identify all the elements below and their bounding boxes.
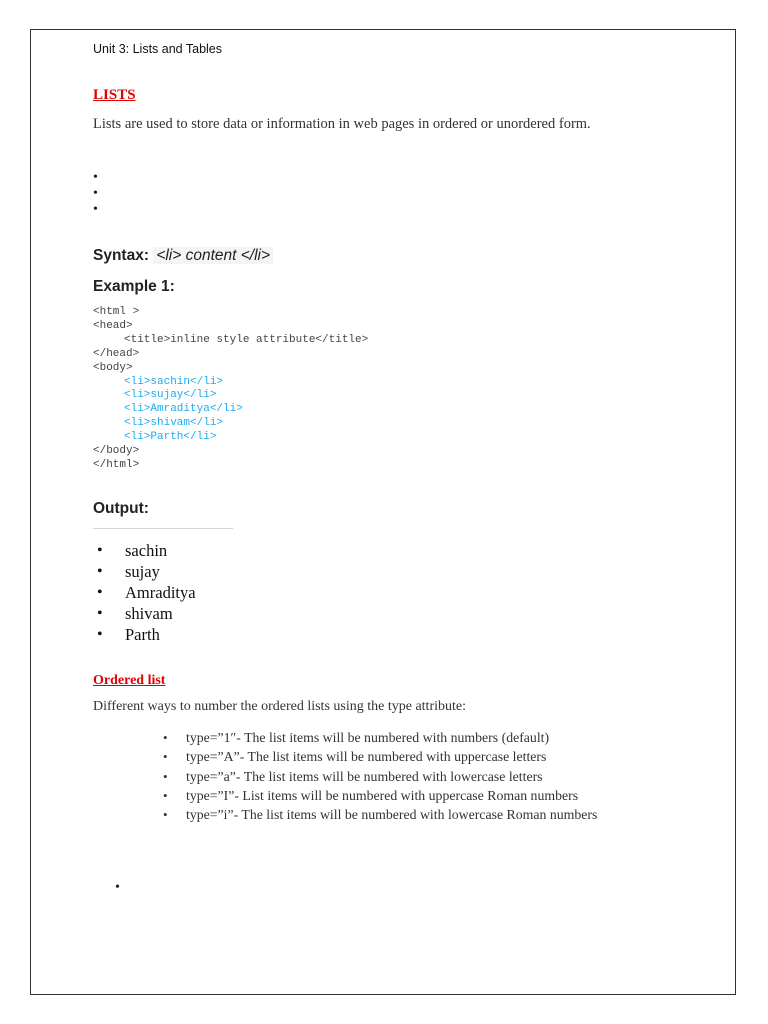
- syntax-label: Syntax:: [93, 247, 149, 264]
- code-line: </head>: [93, 347, 140, 360]
- output-heading: Output:: [93, 500, 149, 517]
- syntax-code: <li> content </li>: [153, 247, 273, 264]
- code-line: <li>sachin</li>: [124, 375, 224, 388]
- type-attribute-item: • type=”a”- The list items will be numbered with lowercase letters: [163, 767, 597, 786]
- document-header: Unit 3: Lists and Tables: [93, 42, 223, 56]
- output-list-item: • sujay: [93, 561, 196, 582]
- type-attribute-item: • type=”1″- The list items will be numbered with numbers (default): [163, 728, 597, 747]
- type-attribute-list: [163, 728, 597, 824]
- output-list: [93, 540, 196, 645]
- output-list-item: • sachin: [93, 540, 196, 561]
- code-line: <title>inline style attribute</title>: [124, 333, 369, 346]
- code-line: <li>sujay</li>: [124, 389, 217, 402]
- code-line: <li>shivam</li>: [124, 417, 224, 430]
- syntax-line: [93, 247, 273, 265]
- ordered-list-intro: Different ways to number the ordered lists using the type attribute:: [93, 699, 466, 714]
- output-list-item: • Parth: [93, 624, 196, 645]
- type-attribute-item: • type=”I”- List items will be numbered with uppercase Roman numbers: [163, 786, 597, 805]
- trailing-bullet: •: [115, 880, 120, 895]
- lists-intro-paragraph: Lists are used to store data or information in web pages in ordered or unordered form.: [93, 116, 591, 132]
- code-line: <head>: [93, 319, 133, 332]
- output-divider: [93, 528, 233, 529]
- code-line: </body>: [93, 445, 140, 458]
- code-line: <li>Amraditya</li>: [124, 403, 243, 416]
- type-attribute-item: • type=”i”- The list items will be numbered with lowercase Roman numbers: [163, 805, 597, 824]
- lists-heading: LISTS: [93, 87, 136, 103]
- type-attribute-item: • type=”A”- The list items will be numbered with uppercase letters: [163, 747, 597, 766]
- code-line: <li>Parth</li>: [124, 431, 217, 444]
- code-line: <html >: [93, 306, 140, 318]
- example-heading: Example 1:: [93, 278, 175, 295]
- output-list-item: • Amraditya: [93, 582, 196, 603]
- code-line: <body>: [93, 361, 133, 374]
- code-block: [93, 306, 368, 473]
- output-list-item: • shivam: [93, 603, 196, 624]
- ordered-list-heading: Ordered list: [93, 673, 166, 688]
- code-line: </html>: [93, 458, 140, 471]
